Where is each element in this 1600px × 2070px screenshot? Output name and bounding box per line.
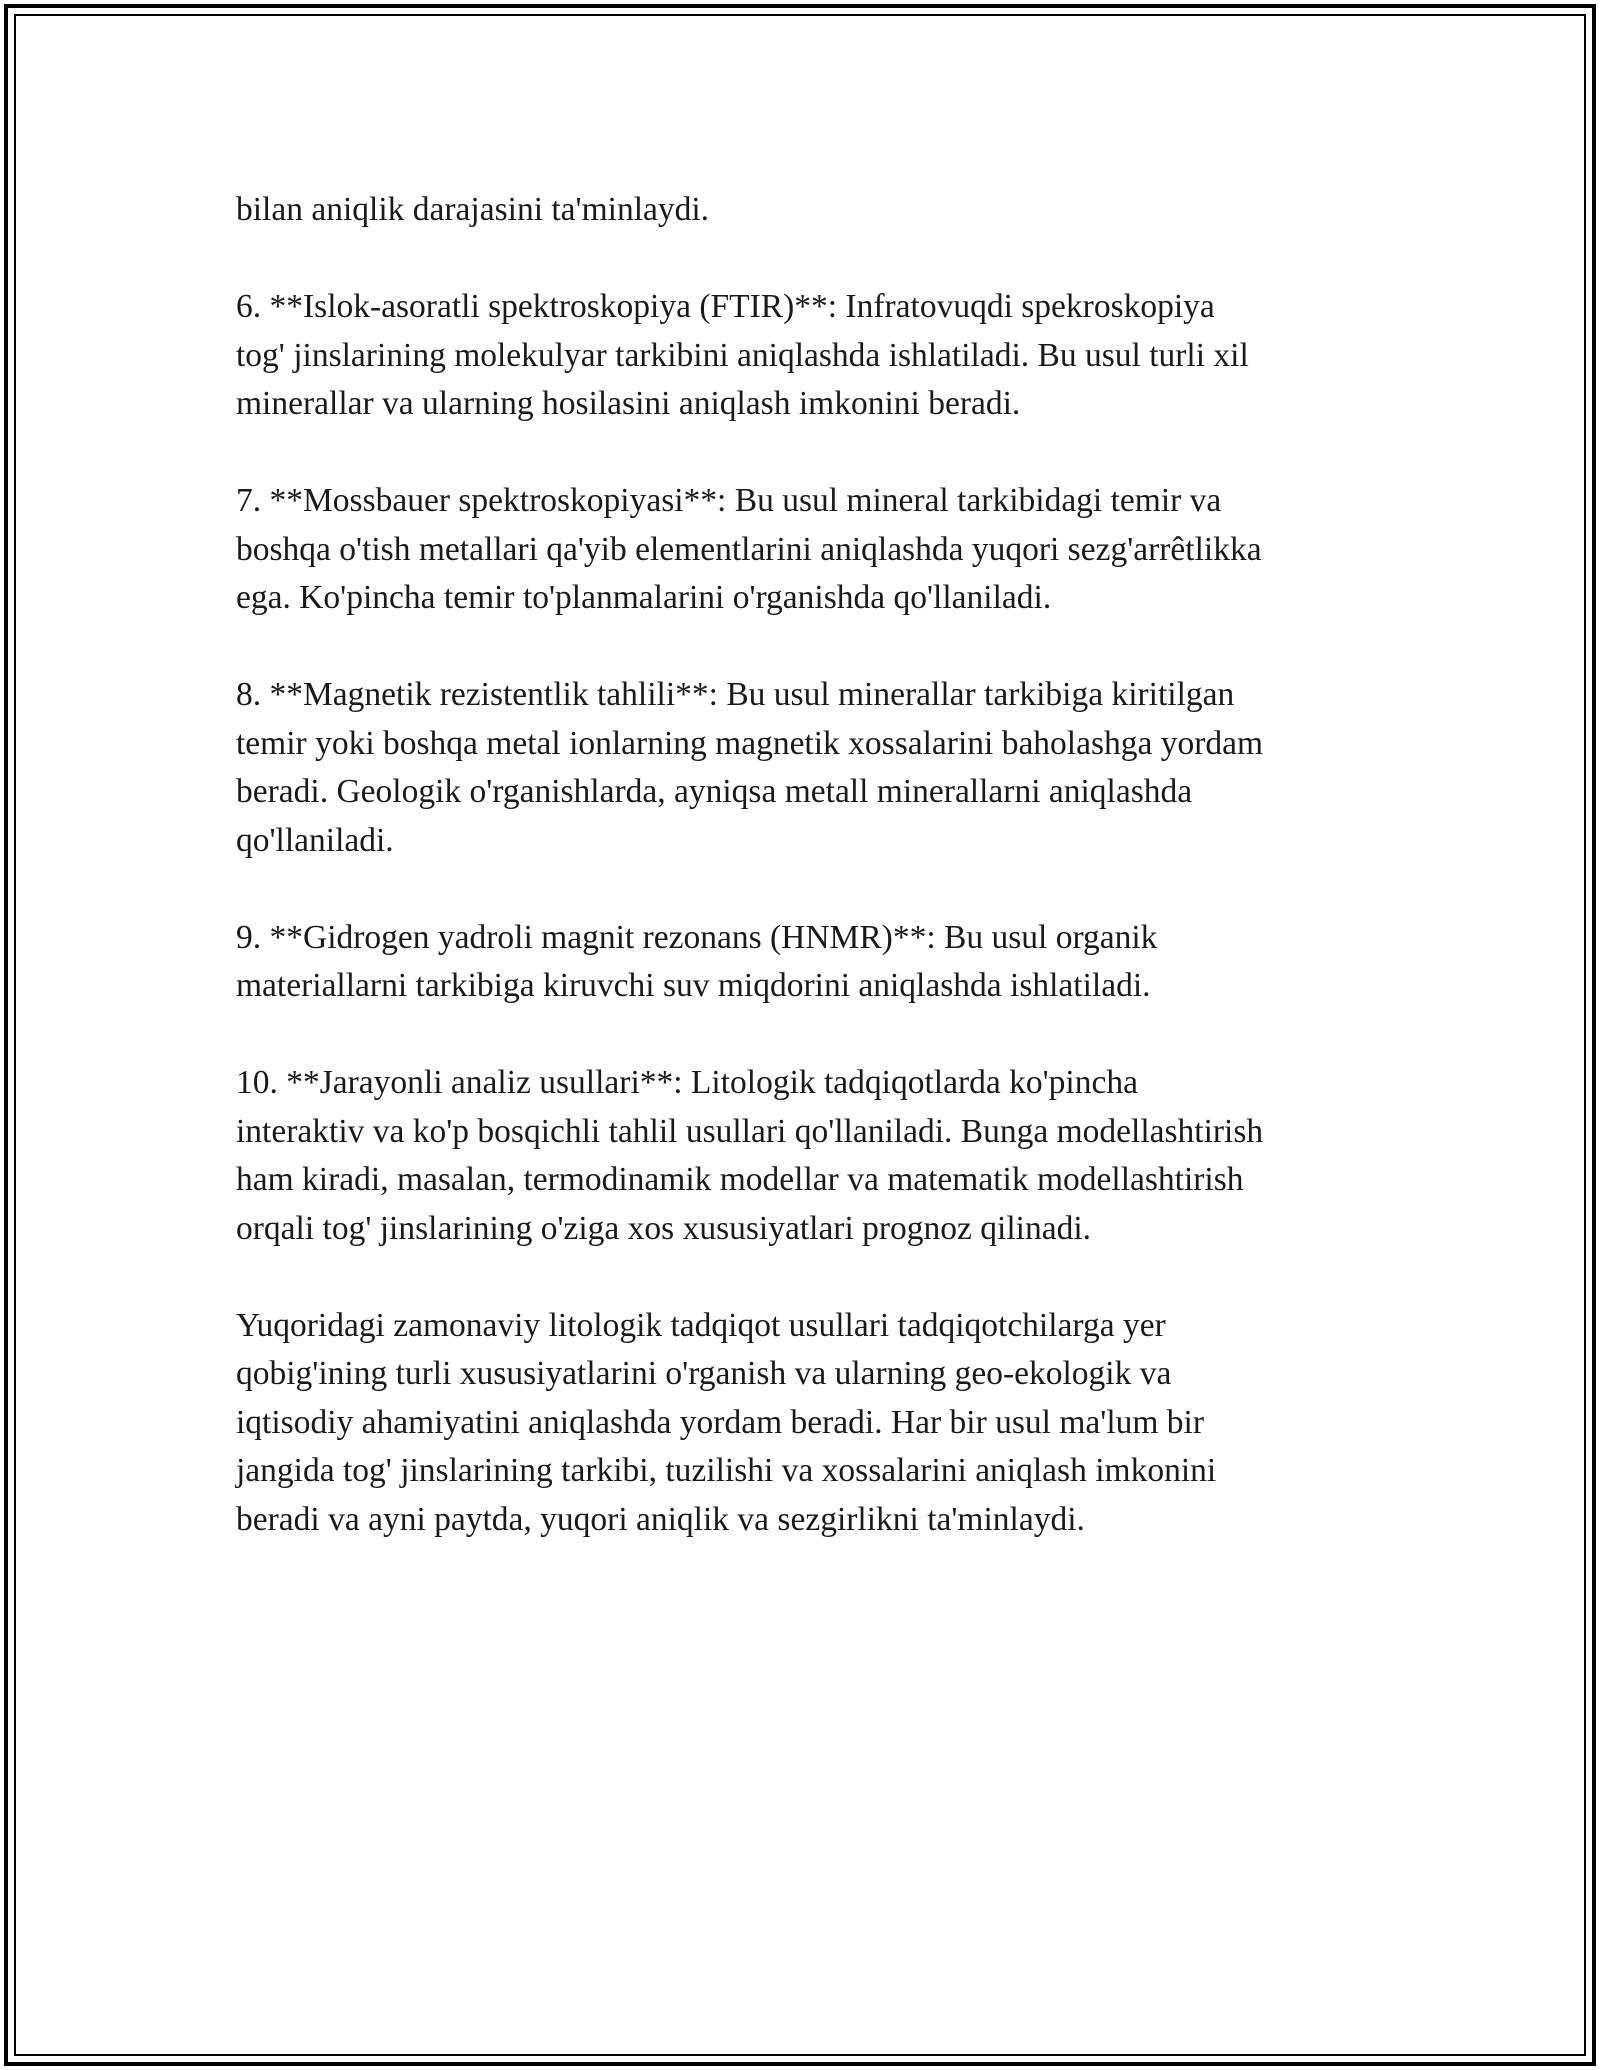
text-line: beradi. Geologik o'rganishlarda, ayniqsa metall minerallarni aniqlashda	[236, 773, 1193, 810]
document-body	[236, 186, 1366, 1593]
text-line: qo'llaniladi.	[236, 821, 394, 859]
text-line: 10. **Jarayonli analiz usullari**: Litologik tadqiqotlarda ko'pincha	[236, 1064, 1138, 1101]
paragraph-item-7-mossbauer	[236, 477, 1366, 623]
text-line: temir yoki boshqa metal ionlarning magnetik xossalarini baholashga yordam	[236, 724, 1264, 762]
text-line: iqtisodiy ahamiyatini aniqlashda yordam beradi. Har bir usul ma'lum bir	[236, 1403, 1205, 1441]
text-line: bilan aniqlik darajasini ta'minlaydi.	[236, 191, 710, 228]
paragraph-item-9-hnmr	[236, 914, 1366, 1011]
text-line: beradi va ayni paytda, yuqori aniqlik va sezgirlikni ta'minlaydi.	[236, 1500, 1085, 1538]
text-line: orqali tog' jinslarining o'ziga xos xususiyatlari prognoz qilinadi.	[236, 1209, 1092, 1247]
paragraph-item-10-process-analysis	[236, 1059, 1366, 1253]
text-line: Yuqoridagi zamonaviy litologik tadqiqot usullari tadqiqotchilarga yer	[236, 1306, 1166, 1344]
text-line: minerallar va ularning hosilasini aniqlash imkonini beradi.	[236, 385, 1021, 422]
text-line: jangida tog' jinslarining tarkibi, tuzilishi va xossalarini aniqlash imkonini	[236, 1452, 1217, 1489]
text-line: 6. **Islok-asoratli spektroskopiya (FTIR)**: Infratovuqdi spekroskopiya	[236, 288, 1215, 325]
paragraph-item-6-ftir	[236, 283, 1366, 429]
text-line: interaktiv va ko'p bosqichli tahlil usullari qo'llaniladi. Bunga modellashtirish	[236, 1112, 1264, 1150]
text-line: qobig'ining turli xususiyatlarini o'rganish va ularning geo-ekologik va	[236, 1355, 1172, 1392]
text-line: materiallarni tarkibiga kiruvchi suv miqdorini aniqlashda ishlatiladi.	[236, 967, 1151, 1004]
paragraph-conclusion	[236, 1302, 1366, 1545]
text-line: 9. **Gidrogen yadroli magnit rezonans (HNMR)**: Bu usul organik	[236, 918, 1158, 956]
text-line: 7. **Mossbauer spektroskopiyasi**: Bu usul mineral tarkibidagi temir va	[236, 482, 1222, 519]
paragraph-continuation	[236, 186, 1366, 235]
paragraph-item-8-magnetic	[236, 671, 1366, 865]
text-line: ega. Ko'pincha temir to'planmalarini o'rganishda qo'llaniladi.	[236, 579, 1052, 616]
text-line: 8. **Magnetik rezistentlik tahlili**: Bu usul minerallar tarkibiga kiritilgan	[236, 676, 1235, 713]
text-line: boshqa o'tish metallari qa'yib elementlarini aniqlashda yuqori sezg'arrêtlikka	[236, 530, 1262, 568]
text-line: ham kiradi, masalan, termodinamik modellar va matematik modellashtirish	[236, 1161, 1244, 1198]
text-line: tog' jinslarining molekulyar tarkibini aniqlashda ishlatiladi. Bu usul turli xil	[236, 336, 1249, 374]
